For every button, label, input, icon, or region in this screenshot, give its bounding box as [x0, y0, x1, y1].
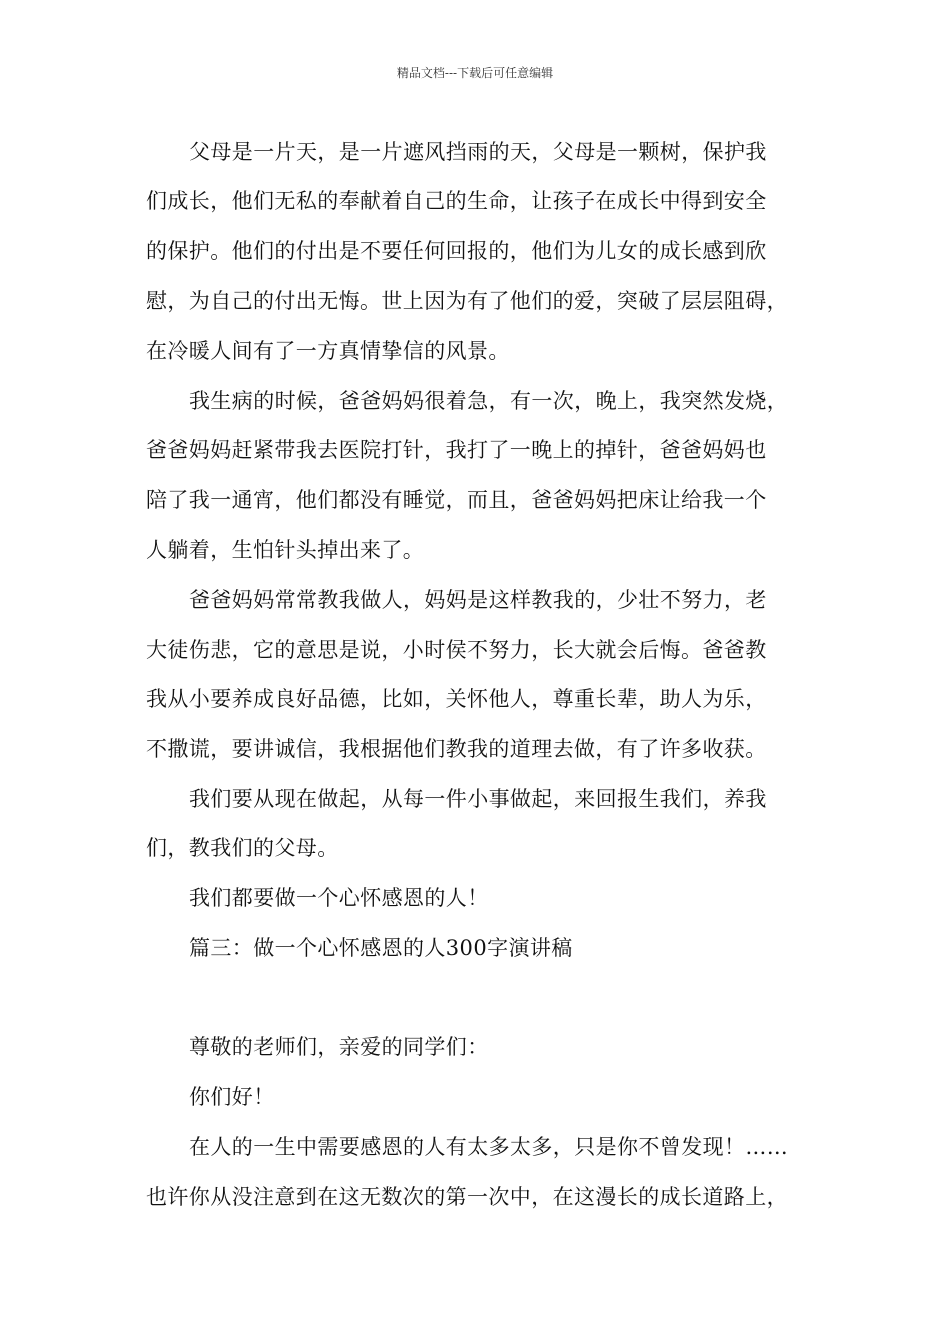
text-line: 爸爸妈妈赶紧带我去医院打针，我打了一晚上的掉针，爸爸妈妈也 — [146, 438, 767, 462]
text-line: 们成长，他们无私的奉献着自己的生命，让孩子在成长中得到安全 — [146, 189, 767, 213]
page-header: 精品文档---下载后可任意编辑 — [396, 66, 554, 80]
text-line: 人躺着，生怕针头掉出来了。 — [146, 538, 425, 562]
section-heading: 篇三：做一个心怀感恩的人300字演讲稿 — [189, 936, 573, 960]
text-line: 们，教我们的父母。 — [146, 836, 339, 860]
text-line: 爸爸妈妈常常教我做人，妈妈是这样教我的，少壮不努力，老 — [189, 588, 767, 612]
text-line: 你们好！ — [189, 1085, 275, 1109]
text-line: 也许你从没注意到在这无数次的第一次中，在这漫长的成长道路上， — [146, 1185, 788, 1209]
text-line: 的保护。他们的付出是不要任何回报的，他们为儿女的成长感到欣 — [146, 239, 767, 263]
text-line: 父母是一片天，是一片遮风挡雨的天，父母是一颗树，保护我 — [189, 140, 767, 164]
text-line: 不撒谎，要讲诚信，我根据他们教我的道理去做，有了许多收获。 — [146, 737, 767, 761]
text-line: 我们都要做一个心怀感恩的人！ — [189, 886, 489, 910]
text-line: 陪了我一通宵，他们都没有睡觉，而且，爸爸妈妈把床让给我一个 — [146, 488, 767, 512]
text-line: 我生病的时候，爸爸妈妈很着急，有一次，晚上，我突然发烧， — [189, 389, 789, 413]
text-line: 大徒伤悲，它的意思是说，小时侯不努力，长大就会后悔。爸爸教 — [146, 638, 767, 662]
text-line: 在冷暖人间有了一方真情挚信的风景。 — [146, 339, 510, 363]
text-line: 慰，为自己的付出无悔。世上因为有了他们的爱，突破了层层阻碍， — [146, 289, 788, 313]
text-line: 尊敬的老师们，亲爱的同学们： — [189, 1035, 489, 1059]
text-line: 我从小要养成良好品德，比如，关怀他人，尊重长辈，助人为乐， — [146, 687, 767, 711]
text-line: 在人的一生中需要感恩的人有太多太多，只是你不曾发现！…… — [189, 1135, 789, 1159]
text-line: 我们要从现在做起，从每一件小事做起，来回报生我们，养我 — [189, 787, 767, 811]
